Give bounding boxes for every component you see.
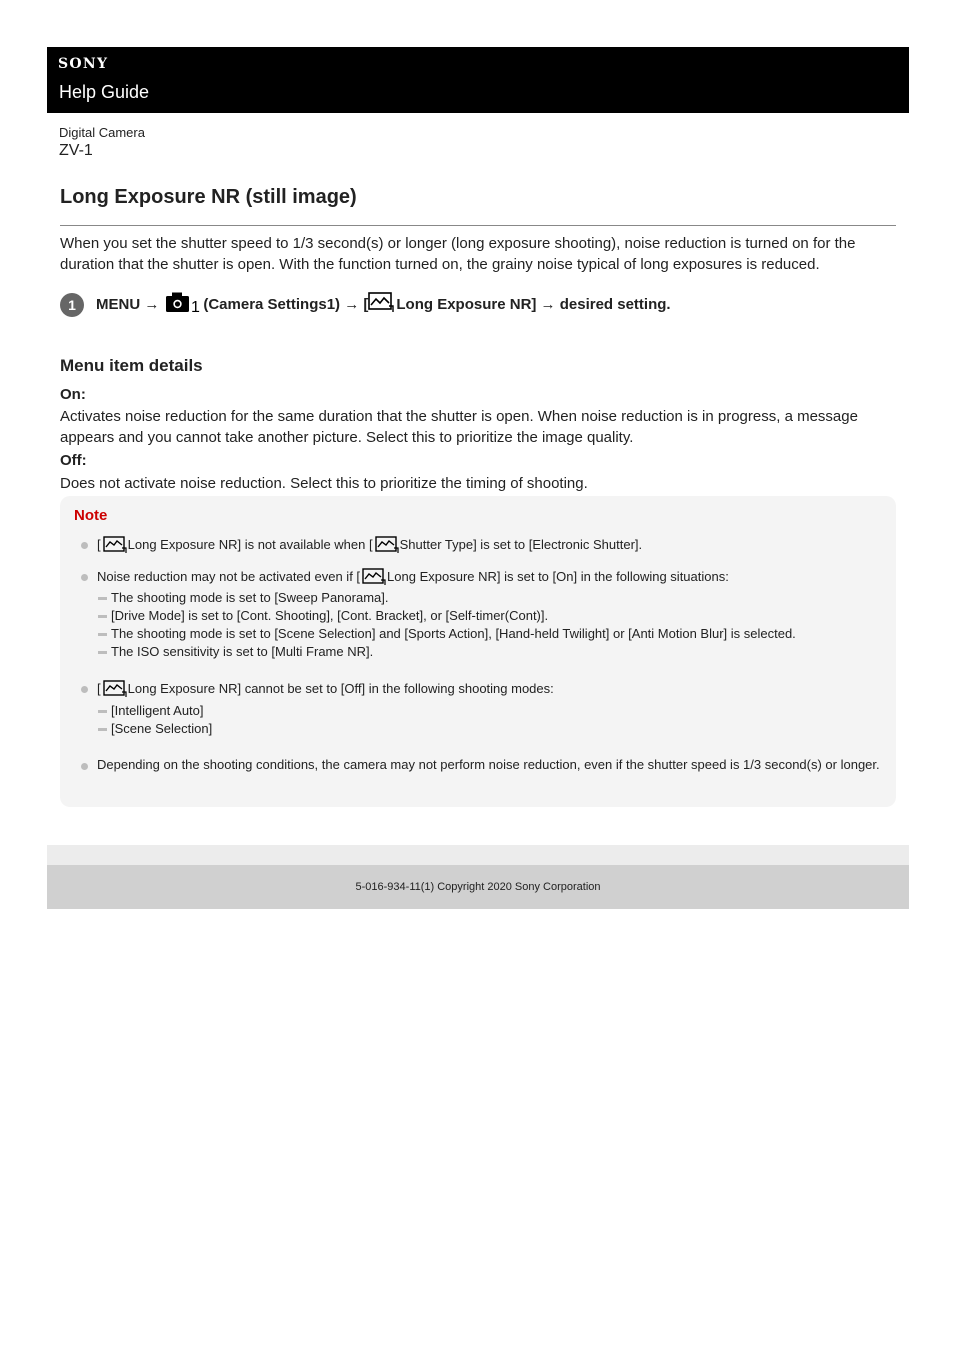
sub-bullet-dash xyxy=(98,615,107,618)
copyright-text: 5-016-934-11(1) Copyright 2020 Sony Corporation xyxy=(355,881,601,893)
step-text-camera-settings: (Camera Settings1) → [ xyxy=(203,295,369,313)
note-1-text-b: Long Exposure NR] is not available when [ xyxy=(127,537,373,552)
sub-bullet-dash xyxy=(98,597,107,600)
note-item-1 xyxy=(97,535,642,559)
step-number-badge: 1 xyxy=(60,293,84,317)
step-text-menu: MENU → xyxy=(96,295,160,313)
header-bar xyxy=(47,47,909,113)
help-guide-label: Help Guide xyxy=(59,82,150,102)
off-description: Does not activate noise reduction. Select this to prioritize the timing of shooting. xyxy=(60,475,588,492)
page-title: Long Exposure NR (still image) xyxy=(60,186,357,208)
note-3-text-a: [ xyxy=(97,681,101,696)
note-item-3 xyxy=(97,679,554,703)
note-3-text-b: Long Exposure NR] cannot be set to [Off] in the following shooting modes: xyxy=(127,681,554,696)
shutter-type-icon xyxy=(375,535,399,559)
menu-item-details-heading: Menu item details xyxy=(60,356,203,375)
off-term: Off: xyxy=(60,452,87,469)
step-text-long-exposure: Long Exposure NR] → desired setting. xyxy=(396,295,671,313)
note-bullet xyxy=(81,574,88,581)
sony-logo: SONY xyxy=(58,56,109,72)
long-exposure-nr-icon xyxy=(368,291,394,317)
product-category: Digital Camera xyxy=(59,125,145,140)
long-exposure-nr-icon xyxy=(362,567,386,591)
long-exposure-nr-icon xyxy=(103,679,127,703)
on-description: Activates noise reduction for the same duration that the shutter is open. When noise reduction is in progress, a message appears and you cannot take another picture. Select this to prioritize the image quality. xyxy=(60,408,858,446)
note-2-sub-item: [Drive Mode] is set to [Cont. Shooting], [Cont. Bracket], or [Self-timer(Cont)]. xyxy=(111,608,549,623)
sub-bullet-dash xyxy=(98,651,107,654)
footer-band xyxy=(47,845,909,865)
note-bullet xyxy=(81,686,88,693)
note-2-text-b: Long Exposure NR] is set to [On] in the following situations: xyxy=(387,569,729,584)
note-1-text-c: Shutter Type] is set to [Electronic Shutter]. xyxy=(399,537,643,552)
note-2-sub-item: The ISO sensitivity is set to [Multi Frame NR]. xyxy=(111,644,374,659)
on-term: On: xyxy=(60,386,86,403)
product-model: ZV-1 xyxy=(59,142,93,159)
sub-bullet-dash xyxy=(98,633,107,636)
camera-settings-icon xyxy=(165,291,199,317)
note-2-text-a: Noise reduction may not be activated even if [ xyxy=(97,569,361,584)
note-3-sub-item: [Intelligent Auto] xyxy=(111,703,204,718)
intro-paragraph: When you set the shutter speed to 1/3 second(s) or longer (long exposure shooting), noise reduction is turned on for the duration that the shutter is open. With the function turned on, the grainy noise typical of long exposures is reduced. xyxy=(60,235,856,273)
sub-bullet-dash xyxy=(98,710,107,713)
camera-settings-number: 1 xyxy=(191,299,201,316)
sub-bullet-dash xyxy=(98,728,107,731)
title-divider xyxy=(60,225,896,226)
note-2-sub-item: The shooting mode is set to [Scene Selection] and [Sports Action], [Hand-held Twilight] or [Anti Motion Blur] is selected. xyxy=(111,626,796,641)
note-2-sub-item: The shooting mode is set to [Sweep Panorama]. xyxy=(111,590,389,605)
note-bullet xyxy=(81,542,88,549)
note-3-sub-item: [Scene Selection] xyxy=(111,721,213,736)
note-item-2 xyxy=(97,567,729,591)
note-title: Note xyxy=(74,507,108,524)
note-1-text-a: [ xyxy=(97,537,101,552)
footer xyxy=(47,865,909,909)
step-instruction xyxy=(96,290,671,318)
long-exposure-nr-icon xyxy=(103,535,127,559)
note-bullet xyxy=(81,763,88,770)
note-item-4: Depending on the shooting conditions, the camera may not perform noise reduction, even if the shutter speed is 1/3 second(s) or longer. xyxy=(97,757,880,772)
